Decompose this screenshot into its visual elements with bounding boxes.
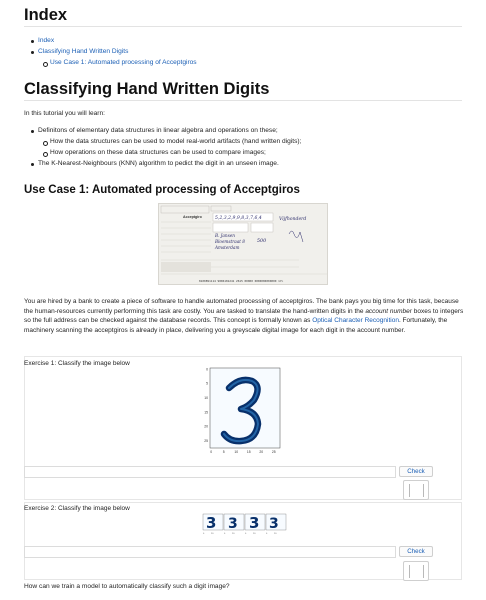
answer-input-bar[interactable] xyxy=(24,466,396,478)
svg-text:3: 3 xyxy=(269,516,279,532)
x-tick-label: 10 xyxy=(234,450,239,454)
digit-3-plot xyxy=(196,366,286,462)
exercise-2-label: Exercise 2: Classify the image below xyxy=(24,505,130,512)
svg-text:0: 0 xyxy=(245,533,247,535)
cheque-amount-text: Vijfhonderd xyxy=(279,217,307,222)
toc-link-classifying[interactable]: Classifying Hand Written Digits xyxy=(38,47,197,58)
learning-goals-list xyxy=(38,126,301,170)
description-text: You are hired by a bank to create a piece of software to handle automated processing of acceptgiros. The bank pays you big time for this task, because the human-resources currently performing this task are costly. You are tasked to translate the hand-written digits in the xyxy=(24,298,459,315)
closing-question: How can we train a model to automatically classify such a digit image? xyxy=(24,583,230,590)
list-item: Definitons of elementary data structures in linear algebra and operations on these; xyxy=(38,126,301,137)
y-tick-label: 10 xyxy=(204,396,208,400)
answer-input-bar[interactable] xyxy=(24,546,396,558)
svg-text:0: 0 xyxy=(224,533,226,535)
description-text: . Fortunately, the machinery scanning the acceptgiros is already in place, delivering you a greyscale digital image for each digit in the account number. xyxy=(24,317,448,334)
description-text: boxes to integers so the full address can be checked against the database records. This concept is formally known as xyxy=(24,307,464,325)
svg-text:20: 20 xyxy=(211,533,214,535)
divider xyxy=(24,100,462,101)
toc-link-use-case-1[interactable]: Use Case 1: Automated processing of Acceptgiros xyxy=(50,58,197,69)
cheque-header: Acceptgiro xyxy=(183,215,202,219)
y-tick-label: 20 xyxy=(204,424,208,429)
digit-image-2 xyxy=(224,514,244,532)
list-item: How operations on these data structures can be used to compare images; xyxy=(50,148,301,159)
check-button-2[interactable]: Check xyxy=(399,546,433,557)
acceptgiro-image xyxy=(158,203,328,285)
intro-text: In this tutorial you will learn: xyxy=(24,110,105,117)
cheque-name: B. Jansen xyxy=(215,233,235,238)
list-item: The K-Nearest-Neighbours (KNN) algorithm to pedict the digit in an unseen image. xyxy=(38,159,301,170)
check-button-1[interactable]: Check xyxy=(399,466,433,477)
x-tick-label: 15 xyxy=(246,450,251,454)
y-tick-label: 25 xyxy=(204,438,208,443)
digit-image-3 xyxy=(245,514,265,532)
svg-text:3: 3 xyxy=(249,514,260,532)
index-heading: Index xyxy=(24,6,68,24)
use-case-heading: Use Case 1: Automated processing of Acceptgiros xyxy=(24,184,300,196)
answer-field-1[interactable] xyxy=(403,480,429,500)
exercise-1-label: Exercise 1: Classify the image below xyxy=(24,360,130,367)
svg-text:0: 0 xyxy=(203,533,205,535)
svg-text:0: 0 xyxy=(266,533,268,535)
acceptgiro-drawing xyxy=(159,204,328,285)
ocr-link[interactable]: Optical Character Recognition xyxy=(312,317,399,325)
svg-text:20: 20 xyxy=(253,533,256,535)
y-tick-label: 15 xyxy=(204,410,208,415)
cheque-amount: 500 xyxy=(257,239,267,244)
y-tick-label: 0 xyxy=(206,367,208,372)
table-of-contents xyxy=(38,36,197,69)
list-item: How the data structures can be used to model real-world artifacts (hand written digits); xyxy=(50,137,301,148)
use-case-description xyxy=(24,297,464,335)
digit-strip-plot xyxy=(197,513,289,537)
cheque-city: Amsterdam xyxy=(215,245,240,250)
divider xyxy=(24,26,462,27)
cheque-reference: 8100891114 9806181241 2615 00000 0000000000000 17> xyxy=(199,279,284,283)
x-tick-label: 0 xyxy=(210,450,213,454)
x-tick-label: 20 xyxy=(259,450,264,454)
x-tick-label: 25 xyxy=(271,450,276,454)
cheque-account-number: 5,2,3,2,9,9,8,3,7,6,4 xyxy=(215,216,262,221)
description-emphasis: account number xyxy=(365,307,412,315)
toc-link-index[interactable]: Index xyxy=(38,36,197,47)
digit-image-4 xyxy=(266,514,286,532)
svg-text:20: 20 xyxy=(232,533,235,535)
svg-text:20: 20 xyxy=(274,533,277,535)
svg-text:3: 3 xyxy=(206,514,217,532)
page-title: Classifying Hand Written Digits xyxy=(24,80,270,98)
answer-field-2[interactable] xyxy=(403,561,429,581)
svg-text:3: 3 xyxy=(228,516,238,532)
x-tick-label: 5 xyxy=(222,450,225,454)
y-tick-label: 5 xyxy=(206,381,208,386)
digit-image-1 xyxy=(203,514,223,532)
cheque-street: Bloemstraat 8 xyxy=(215,239,245,244)
